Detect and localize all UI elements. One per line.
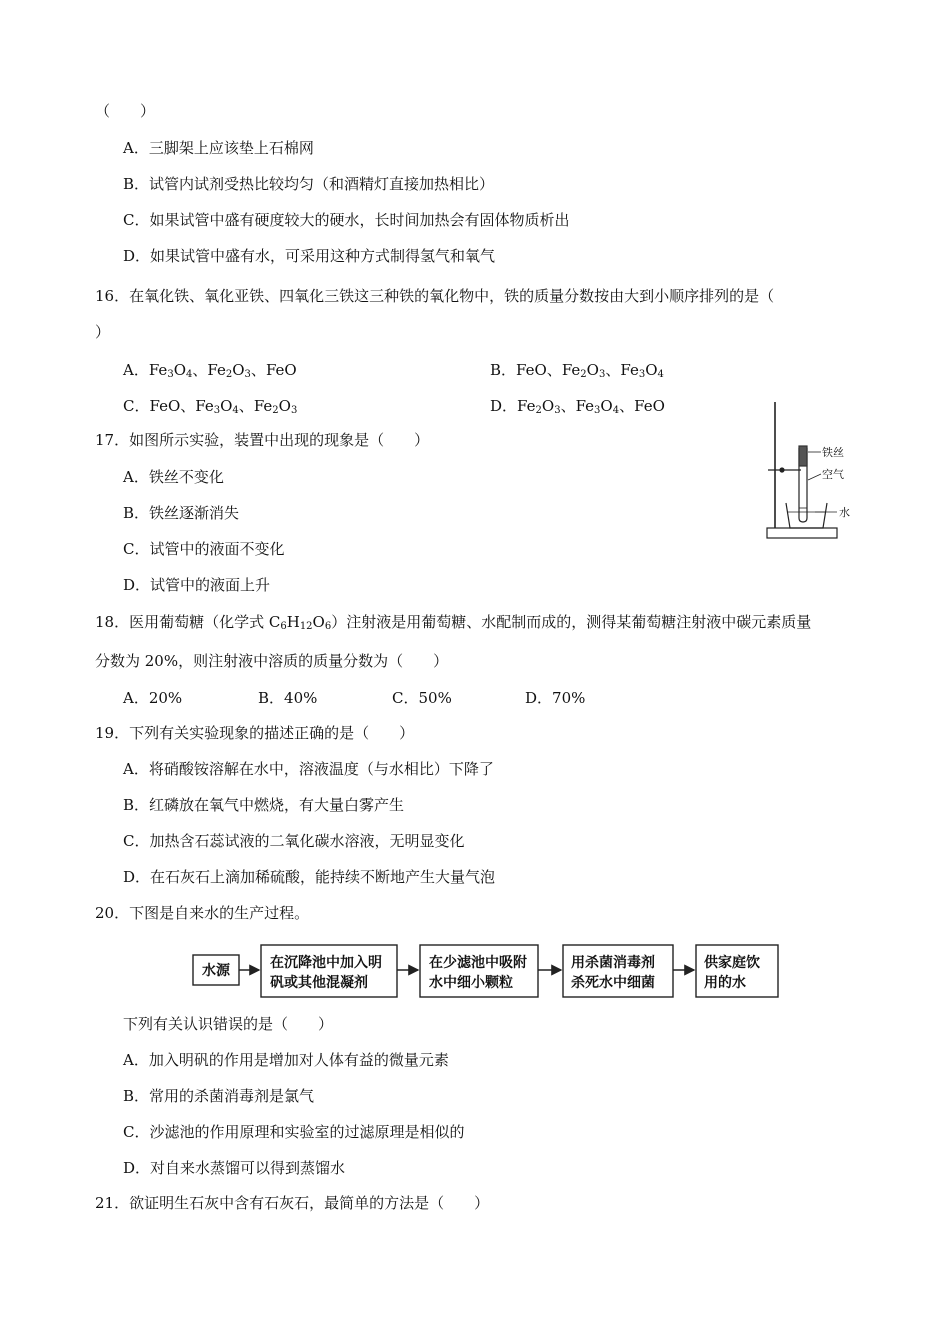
flow-text-disinfection-1: 用杀菌消毒剂: [571, 955, 655, 971]
q18-stem-line2: 分数为 20%，则注射液中溶质的质量分数为（ ）: [95, 652, 449, 670]
clamp-knob: [780, 468, 784, 472]
q15-option-b[interactable]: B．试管内试剂受热比较均匀（和酒精灯直接加热相比）: [123, 175, 495, 193]
q18-stem: 18．医用葡萄糖（化学式 $C_6H_{12}O_6$）注射液是用葡萄糖、水配制而成的，测得某葡萄糖注射液中碳元素质量: [95, 613, 812, 632]
q17-option-d[interactable]: D．试管中的液面上升: [123, 576, 271, 594]
flow-text-sedimentation-1: 在沉降池中加入明: [270, 955, 382, 971]
flow-text-sand-filter-2: 水中细小颗粒: [429, 975, 513, 991]
flow-text-disinfection-2: 杀死水中细菌: [571, 975, 655, 991]
label-air: 空气: [822, 468, 844, 481]
q18-option-c[interactable]: C．50%: [392, 689, 452, 707]
q20-option-d[interactable]: D．对自来水蒸馏可以得到蒸馏水: [123, 1159, 346, 1177]
q15-stem-tail: （ ）: [95, 102, 156, 120]
option-letter: B．: [490, 361, 517, 379]
iron-wire-apparatus-figure: [755, 400, 855, 545]
q19-stem: 19．下列有关实验现象的描述正确的是（ ）: [95, 724, 415, 742]
flow-text-water-source: 水源: [202, 963, 230, 979]
q19-option-d[interactable]: D．在石灰石上滴加稀硫酸，能持续不断地产生大量气泡: [123, 868, 496, 886]
q17-option-b[interactable]: B．铁丝逐渐消失: [123, 504, 240, 522]
q15-option-d[interactable]: D．如果试管中盛有水，可采用这种方式制得氢气和氧气: [123, 247, 496, 265]
stand-base: [767, 528, 837, 538]
q20-option-a[interactable]: A．加入明矾的作用是增加对人体有益的微量元素: [123, 1051, 449, 1069]
option-letter: D．: [490, 397, 518, 415]
q18-option-d[interactable]: D．70%: [525, 689, 586, 707]
q16-stem-tail: ）: [95, 323, 111, 341]
leader-line-air: [808, 474, 821, 480]
q18-option-b[interactable]: B．40%: [258, 689, 318, 707]
q17-option-c[interactable]: C．试管中的液面不变化: [123, 540, 285, 558]
label-water: 水: [839, 506, 850, 519]
q16-option-a[interactable]: A．$Fe_3O_4$、$Fe_2O_3$、FeO: [123, 361, 297, 380]
q19-option-b[interactable]: B．红磷放在氧气中燃烧，有大量白雾产生: [123, 796, 405, 814]
q16-stem: 16．在氧化铁、氧化亚铁、四氧化三铁这三种铁的氧化物中，铁的质量分数按由大到小顺序排列的是（: [95, 287, 775, 305]
label-iron-wire: 铁丝: [822, 446, 844, 459]
water-treatment-flowchart: [190, 940, 790, 1002]
flow-text-sand-filter-1: 在少滤池中吸附: [429, 955, 527, 971]
q16-option-c[interactable]: C．FeO、$Fe_3O_4$、$Fe_2O_3$: [123, 397, 298, 416]
q21-stem: 21．欲证明生石灰中含有石灰石，最简单的方法是（ ）: [95, 1194, 490, 1212]
option-letter: C．: [123, 397, 150, 415]
flow-text-household-1: 供家庭饮: [704, 955, 760, 971]
q15-option-c[interactable]: C．如果试管中盛有硬度较大的硬水，长时间加热会有固体物质析出: [123, 211, 570, 229]
q17-stem: 17．如图所示实验，装置中出现的现象是（ ）: [95, 431, 430, 449]
q16-option-d[interactable]: D．$Fe_2O_3$、$Fe_3O_4$、FeO: [490, 397, 665, 416]
q15-option-a[interactable]: A．三脚架上应该垫上石棉网: [123, 139, 314, 157]
q16-option-b[interactable]: B．FeO、$Fe_2O_3$、$Fe_3O_4$: [490, 361, 664, 380]
flow-text-household-2: 用的水: [704, 975, 746, 991]
q20-option-c[interactable]: C．沙滤池的作用原理和实验室的过滤原理是相似的: [123, 1123, 465, 1141]
option-letter: A．: [123, 361, 149, 379]
q20-stem: 20．下图是自来水的生产过程。: [95, 904, 310, 922]
flow-text-sedimentation-2: 矾或其他混凝剂: [270, 975, 368, 991]
iron-wire: [799, 446, 807, 466]
q17-option-a[interactable]: A．铁丝不变化: [123, 468, 224, 486]
q19-option-a[interactable]: A．将硝酸铵溶解在水中，溶液温度（与水相比）下降了: [123, 760, 494, 778]
q18-option-a[interactable]: A．20%: [123, 689, 183, 707]
q20-sub-stem: 下列有关认识错误的是（ ）: [123, 1015, 334, 1033]
q20-option-b[interactable]: B．常用的杀菌消毒剂是氯气: [123, 1087, 315, 1105]
q19-option-c[interactable]: C．加热含石蕊试液的二氧化碳水溶液，无明显变化: [123, 832, 465, 850]
